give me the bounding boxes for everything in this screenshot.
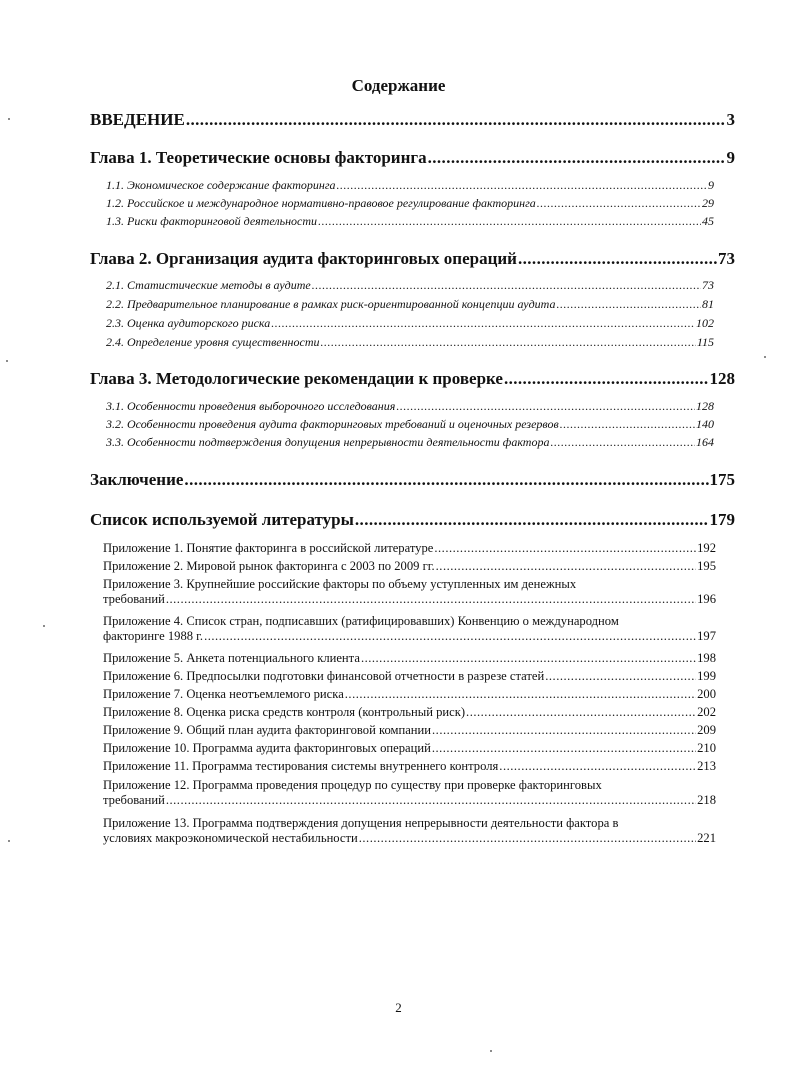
toc-appendix xyxy=(103,651,716,666)
toc-label: 3.3. Особенности подтверждения допущения непрерывности деятельности фактора xyxy=(106,435,550,449)
toc-section xyxy=(106,435,714,450)
dot-leader xyxy=(550,435,695,450)
toc-label: Приложение 5. Анкета потенциального клиента xyxy=(103,651,360,665)
toc-conclusion xyxy=(90,470,735,490)
toc-page: 128 xyxy=(696,399,714,413)
toc-page: 209 xyxy=(697,723,716,737)
dot-leader xyxy=(432,741,696,756)
toc-page: 179 xyxy=(709,510,735,529)
toc-section xyxy=(106,178,714,193)
toc-label: Приложение 7. Оценка неотъемлемого риска xyxy=(103,687,344,701)
toc-appendix xyxy=(103,559,716,574)
dot-leader xyxy=(466,705,696,720)
dot-leader xyxy=(428,148,726,168)
dot-leader xyxy=(166,793,696,808)
toc-intro xyxy=(90,110,735,130)
toc-page: 197 xyxy=(697,629,716,643)
dot-leader xyxy=(434,541,696,556)
toc-label: 2.4. Определение уровня существенности xyxy=(106,335,320,349)
toc-label: факторинге 1988 г. xyxy=(103,629,204,643)
toc-page: 102 xyxy=(696,316,714,330)
toc-label-continued xyxy=(103,831,716,846)
toc-label: Приложение 8. Оценка риска средств контроля (контрольный риск) xyxy=(103,705,466,719)
toc-label: 2.1. Статистические методы в аудите xyxy=(106,278,311,292)
toc-page: 213 xyxy=(697,759,716,773)
toc-label: Приложение 12. Программа проведения процедур по существу при проверке факторинговых xyxy=(103,778,602,792)
toc-label: Глава 3. Методологические рекомендации к проверке xyxy=(90,369,503,388)
toc-appendix xyxy=(103,723,716,738)
dot-leader xyxy=(499,759,696,774)
page-number: 2 xyxy=(395,1000,402,1015)
dot-leader xyxy=(204,629,696,644)
scan-speck xyxy=(8,118,10,120)
dot-leader xyxy=(321,335,696,350)
toc-section xyxy=(106,399,714,414)
toc-label: Список используемой литературы xyxy=(90,510,354,529)
dot-leader xyxy=(436,559,696,574)
toc-label: Приложение 2. Мировой рынок факторинга с 2003 по 2009 гг. xyxy=(103,559,435,573)
toc-page: 164 xyxy=(696,435,714,449)
dot-leader xyxy=(361,651,696,666)
toc-label-continued xyxy=(103,793,716,808)
toc-appendix xyxy=(103,669,716,684)
dot-leader xyxy=(545,669,696,684)
toc-page: 140 xyxy=(696,417,714,431)
toc-label: ВВЕДЕНИЕ xyxy=(90,110,185,129)
toc-section xyxy=(106,417,714,432)
dot-leader xyxy=(345,687,696,702)
toc-page: 218 xyxy=(697,793,716,807)
toc-appendix xyxy=(103,541,716,556)
toc-appendix xyxy=(103,614,716,644)
toc-page: 128 xyxy=(709,369,735,388)
toc-page: 202 xyxy=(697,705,716,719)
toc-appendix xyxy=(103,816,716,846)
toc-label: 1.2. Российское и международное нормативно-правовое регулирование факторинга xyxy=(106,196,536,210)
dot-leader xyxy=(504,369,709,389)
toc-label: условиях макроэкономической нестабильности xyxy=(103,831,358,845)
toc-page: 81 xyxy=(702,297,714,311)
toc-appendix xyxy=(103,759,716,774)
toc-label: Приложение 6. Предпосылки подготовки финансовой отчетности в разрезе статей xyxy=(103,669,545,683)
dot-leader xyxy=(337,178,707,193)
scan-speck xyxy=(6,360,8,362)
toc-label-continued xyxy=(103,592,716,607)
toc-label-continued xyxy=(103,629,716,644)
dot-leader xyxy=(518,249,717,269)
toc-chapter-2 xyxy=(90,249,735,269)
toc-page: 73 xyxy=(702,278,714,292)
dot-leader xyxy=(396,399,695,414)
toc-label: требований xyxy=(103,592,165,606)
toc-label: 1.1. Экономическое содержание факторинга xyxy=(106,178,336,192)
toc-label: 2.2. Предварительное планирование в рамках риск-ориентированной концепции аудита xyxy=(106,297,556,311)
scan-speck xyxy=(490,1050,492,1052)
toc-page: 29 xyxy=(702,196,714,210)
dot-leader xyxy=(186,110,726,130)
dot-leader xyxy=(318,214,701,229)
toc-page: 196 xyxy=(697,592,716,606)
toc-label: 3.2. Особенности проведения аудита факторинговых требований и оценочных резервов xyxy=(106,417,559,431)
toc-label: 3.1. Особенности проведения выборочного исследования xyxy=(106,399,396,413)
dot-leader xyxy=(359,831,696,846)
toc-section xyxy=(106,196,714,211)
toc-appendix xyxy=(103,741,716,756)
toc-page: 175 xyxy=(709,470,735,489)
toc-section xyxy=(106,278,714,293)
toc-page: 200 xyxy=(697,687,716,701)
toc-label: Приложение 9. Общий план аудита факторинговой компании xyxy=(103,723,432,737)
toc-page: 198 xyxy=(697,651,716,665)
toc-label: Заключение xyxy=(90,470,184,489)
toc-label: 1.3. Риски факторинговой деятельности xyxy=(106,214,318,228)
scan-speck xyxy=(43,625,45,627)
dot-leader xyxy=(537,196,701,211)
dot-leader xyxy=(560,417,695,432)
scan-speck xyxy=(8,840,10,842)
toc-chapter-3 xyxy=(90,369,735,389)
dot-leader xyxy=(312,278,701,293)
toc-page: 192 xyxy=(697,541,716,555)
toc-references xyxy=(90,510,735,530)
toc-section xyxy=(106,214,714,229)
dot-leader xyxy=(271,316,695,331)
toc-page: 45 xyxy=(702,214,714,228)
toc-label: Глава 2. Организация аудита факторинговых операций xyxy=(90,249,517,268)
toc-label: Приложение 11. Программа тестирования системы внутреннего контроля xyxy=(103,759,499,773)
dot-leader xyxy=(166,592,696,607)
toc-page: 199 xyxy=(697,669,716,683)
toc-appendix xyxy=(103,577,716,607)
toc-page: 73 xyxy=(718,249,735,268)
toc-chapter-1 xyxy=(90,148,735,168)
toc-section xyxy=(106,335,714,350)
page-title: Содержание xyxy=(351,76,446,95)
dot-leader xyxy=(184,470,708,490)
toc-page: 115 xyxy=(696,335,714,349)
toc-page: 195 xyxy=(697,559,716,573)
toc-section xyxy=(106,316,714,331)
toc-label: требований xyxy=(103,793,165,807)
toc-label: Приложение 1. Понятие факторинга в российской литературе xyxy=(103,541,434,555)
toc-page: 221 xyxy=(697,831,716,845)
toc-label: Приложение 3. Крупнейшие российские факторы по объему уступленных им денежных xyxy=(103,577,577,591)
dot-leader xyxy=(355,510,709,530)
toc-label: 2.3. Оценка аудиторского риска xyxy=(106,316,271,330)
toc-appendix xyxy=(103,778,716,808)
toc-page: 9 xyxy=(708,178,714,192)
dot-leader xyxy=(432,723,696,738)
toc-label: Приложение 13. Программа подтверждения допущения непрерывности деятельности фактора в xyxy=(103,816,619,830)
toc-appendix xyxy=(103,705,716,720)
scan-speck xyxy=(764,356,766,358)
toc-section xyxy=(106,297,714,312)
toc-page: 3 xyxy=(726,110,735,129)
dot-leader xyxy=(556,297,701,312)
toc-page: 210 xyxy=(697,741,716,755)
toc-label: Глава 1. Теоретические основы факторинга xyxy=(90,148,427,167)
toc-label: Приложение 10. Программа аудита факторинговых операций xyxy=(103,741,431,755)
toc-appendix xyxy=(103,687,716,702)
toc-page: 9 xyxy=(726,148,735,167)
toc-label: Приложение 4. Список стран, подписавших (ратифицировавших) Конвенцию о международном xyxy=(103,614,619,628)
